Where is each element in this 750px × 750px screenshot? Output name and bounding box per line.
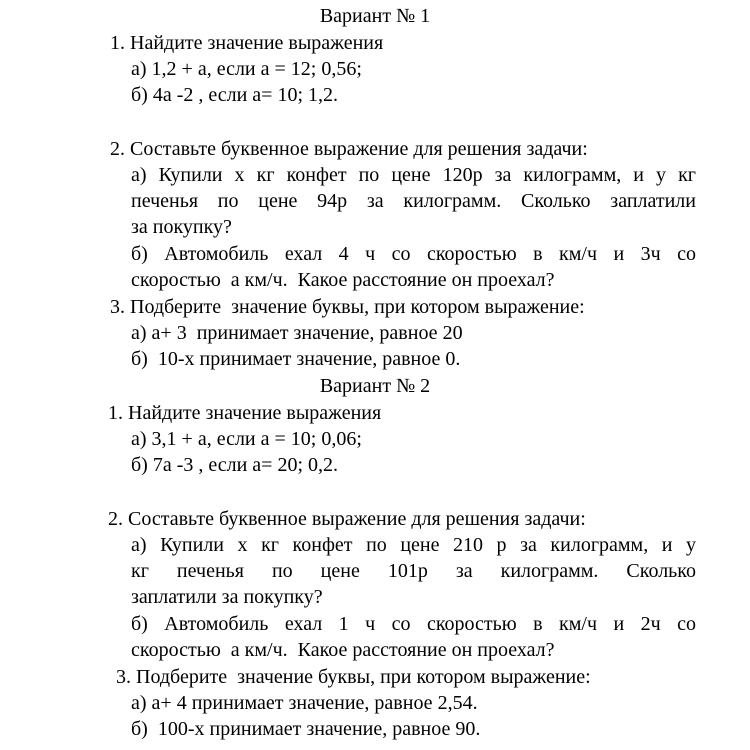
v1-task2-item-b-line1: б) Автомобиль ехал 4 ч со скоростью в км/ч и 3ч со <box>131 243 696 265</box>
v2-task2-heading: 2. Составьте буквенное выражение для решения задачи: <box>108 508 586 530</box>
variant-1-title: Вариант № 1 <box>319 5 431 27</box>
v2-task1-item-a: а) 3,1 + а, если а = 10; 0,06; <box>131 428 362 450</box>
v2-task2-item-a-line2: кг печенья по цене 101р за килограмм. Сколько <box>131 560 696 582</box>
v1-task2-item-a-line2: печенья по цене 94р за килограмм. Сколько заплатили <box>131 190 696 212</box>
v2-task3-item-a: а) а+ 4 принимает значение, равное 2,54. <box>131 692 478 714</box>
v2-task2-item-a-line1: а) Купили х кг конфет по цене 210 р за килограмм, и у <box>131 534 696 556</box>
v2-task2-item-b-line2: скоростью а км/ч. Какое расстояние он проехал? <box>131 639 555 661</box>
v1-task3-item-a: а) а+ 3 принимает значение, равное 20 <box>131 322 463 344</box>
v2-task2-item-a-line3: заплатили за покупку? <box>131 586 323 608</box>
v1-task2-heading: 2. Составьте буквенное выражение для решения задачи: <box>110 138 588 160</box>
v2-task3-heading: 3. Подберите значение буквы, при котором выражение: <box>116 666 591 688</box>
v1-task1-heading: 1. Найдите значение выражения <box>110 32 384 54</box>
v2-task2-item-b-line1: б) Автомобиль ехал 1 ч со скоростью в км/ч и 2ч со <box>131 613 696 635</box>
v1-task1-item-a: а) 1,2 + а, если а = 12; 0,56; <box>131 58 362 80</box>
v1-task2-item-a-line1: а) Купили х кг конфет по цене 120р за килограмм, и у кг <box>131 164 696 186</box>
v2-task1-heading: 1. Найдите значение выражения <box>108 402 382 424</box>
v2-task1-item-b: б) 7а -3 , если а= 20; 0,2. <box>131 454 339 476</box>
v1-task1-item-b: б) 4а -2 , если а= 10; 1,2. <box>131 84 339 106</box>
v2-task3-item-b: б) 100-х принимает значение, равное 90. <box>131 718 481 740</box>
v1-task3-item-b: б) 10-х принимает значение, равное 0. <box>131 348 461 370</box>
v1-task2-item-b-line2: скоростью а км/ч. Какое расстояние он проехал? <box>131 269 555 291</box>
v1-task2-item-a-line3: за покупку? <box>131 216 232 238</box>
variant-2-title: Вариант № 2 <box>319 375 431 397</box>
v1-task3-heading: 3. Подберите значение буквы, при котором выражение: <box>110 296 585 318</box>
